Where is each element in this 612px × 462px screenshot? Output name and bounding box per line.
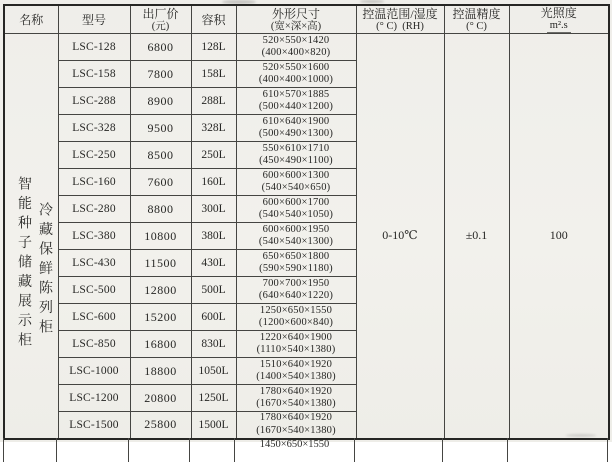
header-sublabel: (° C) xyxy=(466,20,487,32)
volume-cell: 430L xyxy=(191,250,236,277)
model-cell: LSC-430 xyxy=(58,250,130,277)
dims-outer: 1510×640×1920 xyxy=(259,358,333,370)
volume-cell: 600L xyxy=(191,304,236,331)
model-cell: LSC-158 xyxy=(58,61,130,88)
dims-outer: 600×600×1950 xyxy=(262,223,330,235)
dims-inner: (400×400×1000) xyxy=(258,74,334,85)
model-cell: LSC-500 xyxy=(58,277,130,304)
price-cell: 8800 xyxy=(130,196,191,223)
volume-cell: 500L xyxy=(191,277,236,304)
col-header-volume xyxy=(191,5,236,34)
volume-cell: 158L xyxy=(191,61,236,88)
dimensions-cell xyxy=(236,223,356,250)
model-cell: LSC-380 xyxy=(58,223,130,250)
partial-dims-cell: 1450×650×1550 xyxy=(235,438,355,462)
dims-outer: 700×700×1950 xyxy=(262,277,330,289)
volume-cell: 1050L xyxy=(191,358,236,385)
price-cell: 6800 xyxy=(130,34,191,61)
dimensions-cell xyxy=(236,250,356,277)
dims-outer: 520×550×1600 xyxy=(262,61,330,73)
model-cell: LSC-1500 xyxy=(58,412,130,439)
volume-cell: 1250L xyxy=(191,385,236,412)
dimensions-cell xyxy=(236,196,356,223)
col-header-model xyxy=(58,5,130,34)
dimensions-cell xyxy=(236,61,356,88)
volume-cell: 288L xyxy=(191,88,236,115)
price-cell: 18800 xyxy=(130,358,191,385)
volume-cell: 328L xyxy=(191,115,236,142)
volume-cell: 830L xyxy=(191,331,236,358)
partial-cell xyxy=(443,438,508,462)
header-label: 出厂价 xyxy=(142,6,179,21)
dims-outer: 600×600×1700 xyxy=(262,196,330,208)
volume-cell: 160L xyxy=(191,169,236,196)
price-cell: 16800 xyxy=(130,331,191,358)
price-cell: 7800 xyxy=(130,61,191,88)
precision-cell: ±0.1 xyxy=(444,34,509,439)
dimensions-cell xyxy=(236,169,356,196)
col-header-temp-range xyxy=(356,5,444,34)
header-label: 控温范围/湿度 xyxy=(362,6,438,21)
price-cell: 25800 xyxy=(130,412,191,439)
header-label: 光照度 xyxy=(540,6,577,20)
dimensions-cell xyxy=(236,331,356,358)
model-cell: LSC-850 xyxy=(58,331,130,358)
header-label: 外形尺寸 xyxy=(271,6,320,21)
dims-outer: 610×640×1900 xyxy=(262,115,330,127)
dimensions-cell xyxy=(236,358,356,385)
model-cell: LSC-328 xyxy=(58,115,130,142)
price-cell: 12800 xyxy=(130,277,191,304)
dims-outer: 550×610×1710 xyxy=(262,142,330,154)
price-cell: 10800 xyxy=(130,223,191,250)
volume-cell: 1500L xyxy=(191,412,236,439)
model-cell: LSC-1000 xyxy=(58,358,130,385)
partial-cell xyxy=(190,438,235,462)
dims-outer: 600×600×1300 xyxy=(262,169,330,181)
dims-inner: (590×590×1180) xyxy=(259,263,333,274)
dims-outer: 520×550×1420 xyxy=(262,34,330,46)
price-cell: 9500 xyxy=(130,115,191,142)
dims-inner: (540×540×650) xyxy=(261,182,331,193)
dimensions-cell xyxy=(236,142,356,169)
price-cell: 20800 xyxy=(130,385,191,412)
dims-inner: (640×640×1220) xyxy=(258,290,334,301)
price-cell: 7600 xyxy=(130,169,191,196)
model-cell: LSC-160 xyxy=(58,169,130,196)
header-sublabel: (宽×深×高) xyxy=(270,20,322,32)
dims-outer: 1220×640×1900 xyxy=(259,331,333,343)
price-cell: 15200 xyxy=(130,304,191,331)
dims-inner: (1200×600×840) xyxy=(258,317,334,328)
dims-outer: 1250×650×1550 xyxy=(259,304,333,316)
dims-outer: 1780×640×1920 xyxy=(259,412,333,424)
product-name-cell xyxy=(4,34,58,439)
col-header-precision xyxy=(444,5,509,34)
dims-inner: (450×490×1100) xyxy=(259,155,333,166)
clipped-next-table-row xyxy=(3,438,608,450)
header-label: 控温精度 xyxy=(452,6,501,21)
price-cell: 8900 xyxy=(130,88,191,115)
model-cell: LSC-288 xyxy=(58,88,130,115)
header-label: 容积 xyxy=(201,12,226,27)
dimensions-cell xyxy=(236,88,356,115)
partial-cell xyxy=(129,438,190,462)
partial-cell xyxy=(3,438,57,462)
partial-cell xyxy=(355,438,443,462)
dims-inner: (540×540×1050) xyxy=(258,209,334,220)
dimensions-cell xyxy=(236,115,356,142)
price-cell: 8500 xyxy=(130,142,191,169)
table-row xyxy=(4,34,609,61)
model-cell: LSC-250 xyxy=(58,142,130,169)
volume-cell: 250L xyxy=(191,142,236,169)
header-label: 名称 xyxy=(19,12,44,27)
volume-cell: 300L xyxy=(191,196,236,223)
scan-smudge xyxy=(360,0,384,3)
model-cell: LSC-1200 xyxy=(58,385,130,412)
dims-inner: (1670×540×1380) xyxy=(256,424,336,436)
dimensions-cell xyxy=(236,304,356,331)
dims-outer: 610×570×1885 xyxy=(262,88,330,100)
partial-cell xyxy=(508,438,608,462)
header-sublabel: (° C) (RH) xyxy=(376,20,424,32)
dims-inner: (540×540×1300) xyxy=(258,236,334,247)
temp-range-cell: 0-10℃ xyxy=(356,34,444,439)
dimensions-cell xyxy=(236,412,356,439)
price-cell: 11500 xyxy=(130,250,191,277)
volume-cell: 380L xyxy=(191,223,236,250)
dims-inner: (1400×540×1380) xyxy=(256,371,336,382)
header-sublabel: (元) xyxy=(151,20,170,32)
col-header-name xyxy=(4,5,58,34)
dims-outer: 650×650×1800 xyxy=(262,250,330,262)
illuminance-unit: m².s xyxy=(547,20,571,33)
header-label: 型号 xyxy=(81,12,106,27)
product-name-vertical-1: 智能种子储藏展示柜 xyxy=(16,176,31,352)
dims-inner: (1110×540×1380) xyxy=(256,344,336,355)
dims-outer: 1780×640×1920 xyxy=(259,385,333,397)
product-name-vertical-2: 冷藏保鲜陈列柜 xyxy=(37,202,52,339)
dimensions-cell xyxy=(236,385,356,412)
col-header-illuminance xyxy=(509,5,609,34)
model-cell: LSC-280 xyxy=(58,196,130,223)
model-cell: LSC-600 xyxy=(58,304,130,331)
dimensions-cell xyxy=(236,34,356,61)
dims-inner: (500×490×1300) xyxy=(258,128,334,139)
header-row xyxy=(4,5,609,34)
dimensions-cell xyxy=(236,277,356,304)
partial-cell xyxy=(57,438,129,462)
col-header-dimensions xyxy=(236,5,356,34)
dims-inner: (400×400×820) xyxy=(261,47,331,58)
dims-inner: (500×440×1200) xyxy=(258,101,334,112)
illuminance-cell: 100 xyxy=(509,34,609,439)
header-sublabel xyxy=(510,20,609,33)
dims-inner: (1670×540×1380) xyxy=(256,398,336,409)
spec-table xyxy=(3,4,610,440)
volume-cell: 128L xyxy=(191,34,236,61)
model-cell: LSC-128 xyxy=(58,34,130,61)
col-header-price xyxy=(130,5,191,34)
